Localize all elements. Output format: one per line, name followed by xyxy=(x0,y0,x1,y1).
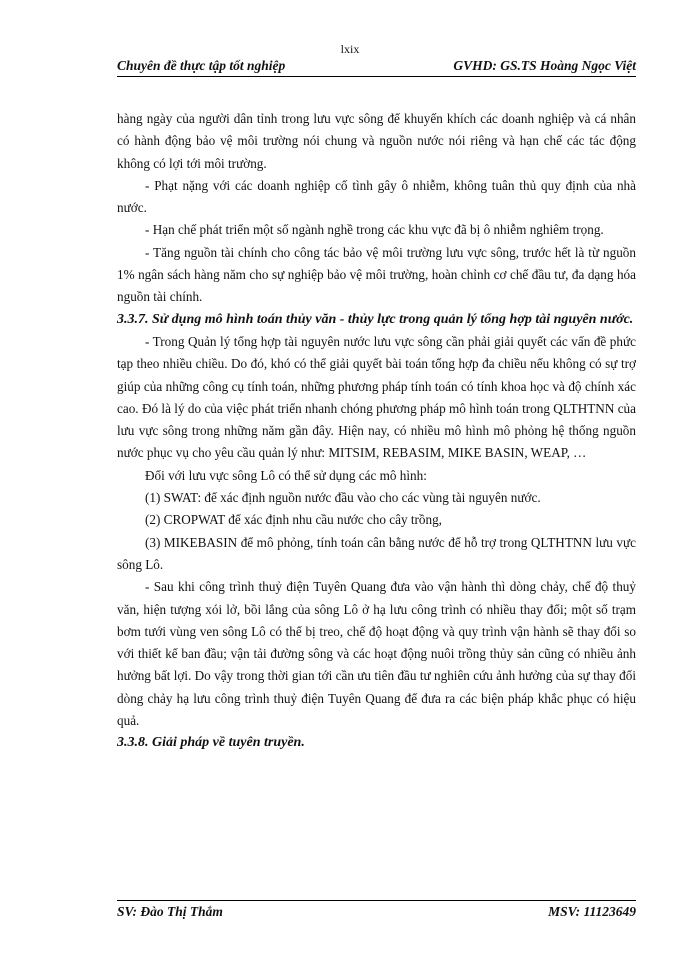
list-item: (3) MIKEBASIN để mô phỏng, tính toán cân bằng nước để hỗ trợ trong QLTHTNN lưu vực sông Lô. xyxy=(117,534,636,572)
page-number: lxix xyxy=(340,42,360,56)
paragraph: Đối với lưu vực sông Lô có thể sử dụng các mô hình: xyxy=(145,467,427,483)
section-heading: 3.3.7. Sử dụng mô hình toán thủy văn - thủy lực trong quản lý tổng hợp tài nguyên nước. xyxy=(117,311,634,327)
paragraph: - Hạn chế phát triển một số ngành nghề trong các khu vực đã bị ô nhiễm nghiêm trọng. xyxy=(145,222,604,238)
header-title: Chuyên đề thực tập tốt nghiệp xyxy=(117,58,286,73)
document-body xyxy=(117,108,636,755)
page-footer xyxy=(117,900,636,921)
paragraph: - Tăng nguồn tài chính cho công tác bảo vệ môi trường lưu vực sông, trước hết là từ nguồn 1% ngân sách hàng năm cho sự nghiệp bảo vệ môi trường, hoàn chỉnh cơ chế đầu tư, đa dạng hóa nguồn tài chính. xyxy=(117,244,636,305)
section-heading: 3.3.8. Giải pháp về tuyên truyền. xyxy=(117,735,305,751)
footer-student-id: MSV: 11123649 xyxy=(548,904,636,919)
paragraph: - Sau khi công trình thuỷ điện Tuyên Quang đưa vào vận hành thì dòng chảy, chế độ thuỷ văn, hiện tượng xói lở, bồi lắng của sông Lô ở hạ lưu công trình có nhiều thay đổi; một số trạm bơm tưới vùng ven sông Lô có thể bị treo, chế độ hoạt động và quy trình vận hành sẽ thay đổi so với thiết kế ban đầu; vận tải đường sông và các hoạt động nuôi trồng thủy sản cũng có nhiều ảnh hưởng bất lợi. Do vậy trong thời gian tới cần ưu tiên đầu tư nghiên cứu ảnh hưởng của sự thay đổi dòng chảy hạ lưu công trình thuỷ điện Tuyên Quang để đưa ra các biện pháp khắc phục có hiệu quả. xyxy=(117,579,636,729)
paragraph: hàng ngày của người dân tỉnh trong lưu vực sông để khuyến khích các doanh nghiệp và cá nhân có hành động bảo vệ môi trường nói chung và nguồn nước nói riêng và hạn chế các tác động không có lợi tới môi trường. xyxy=(117,111,636,171)
paragraph: - Trong Quản lý tổng hợp tài nguyên nước lưu vực sông cần phải giải quyết các vấn đề phức tạp theo nhiều chiều. Do đó, khó có thể giải quyết bài toán tổng hợp đa chiều nếu không có sự trợ giúp của những công cụ tính toán, những phương pháp tính toán có tính khoa học và độ chính xác cao. Đó là lý do của việc phát triển nhanh chóng phương pháp mô hình toán trong QLTHTNN của lưu vực sông trong những năm gần đây. Hiện nay, có nhiều mô hình mô phỏng hệ thống nguồn nước phục vụ cho yêu cầu quản lý như: MITSIM, REBASIM, MIKE BASIN, WEAP, … xyxy=(117,333,636,461)
page-header xyxy=(117,56,636,77)
paragraph: - Phạt nặng với các doanh nghiệp cố tình gây ô nhiễm, không tuân thủ quy định của nhà nước. xyxy=(117,177,636,216)
footer-student: SV: Đào Thị Thắm xyxy=(117,904,223,919)
list-item: (2) CROPWAT để xác định nhu cầu nước cho cây trồng, xyxy=(145,512,442,528)
header-advisor: GVHD: GS.TS Hoàng Ngọc Việt xyxy=(453,58,636,73)
list-item: (1) SWAT: để xác định nguồn nước đầu vào cho các vùng tài nguyên nước. xyxy=(145,490,541,506)
